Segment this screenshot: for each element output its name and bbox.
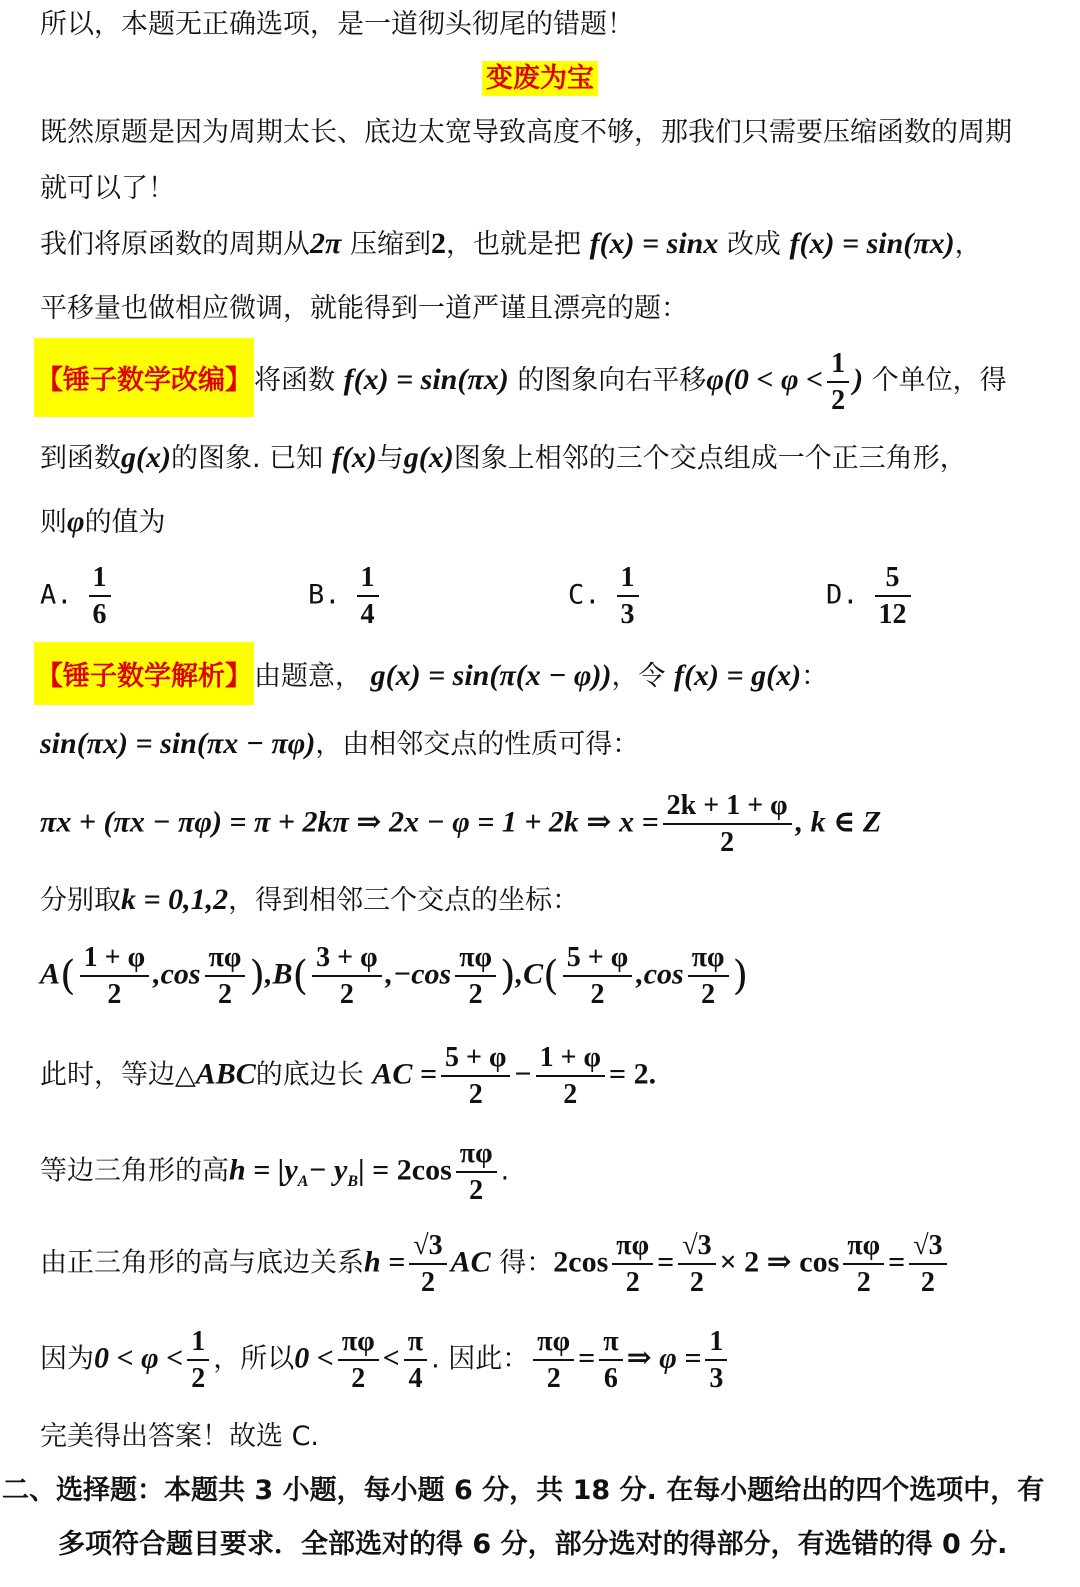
option-b[interactable]: B. $\frac{1}{4}$: [308, 560, 383, 632]
paragraph-intro-cont: 就可以了！: [40, 173, 175, 204]
option-a[interactable]: A. $\frac{1}{6}$: [40, 560, 115, 632]
paragraph-period: 我们将原函数的周期从2π 压缩到2，也就是把 f(x) = sinx 改成 f(x) = sin(πx)，: [40, 227, 982, 260]
answer-line-4: 分别取k = 0,1,2，得到相邻三个交点的坐标：: [40, 883, 580, 916]
paragraph-conclusion: 所以，本题无正确选项，是一道彻头彻尾的错题！: [40, 9, 634, 40]
option-d[interactable]: D. $\frac{5}{12}$: [826, 560, 915, 632]
section-two-heading: 二、选择题：本题共 3 小题，每小题 6 分，共 18 分. 在每小题给出的四个选项中，有: [2, 1475, 1045, 1506]
option-c[interactable]: C. $\frac{1}{3}$: [568, 560, 643, 632]
answer-line-solve: 因为0 < φ < $\frac{1}{2}$ ，所以0 < $\frac{\pi\varphi}{2}$ < $\frac{\pi}{4}$ . 因此： $\frac{\pi\varphi}{2}$ = $\frac{\pi}{6}$ ⇒ φ = $\frac{1}{3}$: [40, 1324, 731, 1396]
question-line-3: 则φ的值为: [40, 505, 166, 538]
answer-line-base: 此时，等边△ABC的底边长 AC = $\frac{5 + \varphi}{2}$ − $\frac{1 + \varphi}{2}$ = 2.: [40, 1042, 657, 1110]
answer-line-height: 等边三角形的高$h = |y_A- y_B| = 2\cos$ $\frac{\pi\varphi}{2}$ .: [40, 1138, 510, 1206]
answer-tag: 【锤子数学解析】: [34, 642, 254, 705]
paragraph-intro: 既然原题是因为周期太长、底边太宽导致高度不够，那我们只需要压缩函数的周期: [40, 117, 1012, 148]
answer-line-relation: 由正三角形的高与底边关系h = $\frac{√3}{2}$ AC 得：2cos $\frac{\pi\varphi}{2}$ = $\frac{√3}{2}$ × 2 ⇒ cos $\frac{\pi\varphi}{2}$ = $\frac{√3}{2}$: [40, 1228, 951, 1300]
question-tag: 【锤子数学改编】: [34, 338, 254, 417]
question-line-1: 【锤子数学改编】将函数 f(x) = sin(πx) 的图象向右平移φ(0 < φ < $\frac{1}{2}$ ) 个单位，得: [40, 338, 1007, 410]
coordinates-line: A( $\frac{1 + \varphi}{2}$ ,cos $\frac{\pi\varphi}{2}$ ),B( $\frac{3 + \varphi}{2}$ ,−cos $\frac{\pi\varphi}{2}$ ),C( $\frac{5 + \varphi}{2}$ ,cos $\frac{\pi\varphi}{2}$ ): [40, 942, 749, 1010]
question-line-2: 到函数g(x)的图象. 已知 f(x)与g(x)图象上相邻的三个交点组成一个正三角形，: [40, 441, 967, 474]
answer-line-2: sin(πx) = sin(πx − πφ)，由相邻交点的性质可得：: [40, 727, 640, 760]
answer-line-1: 【锤子数学解析】由题意， g(x) = sin(π(x − φ))，令 f(x) = g(x)：: [40, 642, 828, 702]
section-heading: 变废为宝: [482, 61, 598, 96]
section-two-heading-cont: 多项符合题目要求．全部选对的得 6 分，部分选对的得部分，有选错的得 0 分.: [58, 1529, 1008, 1560]
answer-final: 完美得出答案！故选 C.: [40, 1421, 320, 1452]
answer-line-3: πx + (πx − πφ) = π + 2kπ ⇒ 2x − φ = 1 + 2k ⇒ x = $\frac{2k + 1 + \varphi}{2}$ , k ∈ Z: [40, 790, 882, 858]
paragraph-shift: 平移量也做相应微调，就能得到一道严谨且漂亮的题：: [40, 293, 688, 324]
